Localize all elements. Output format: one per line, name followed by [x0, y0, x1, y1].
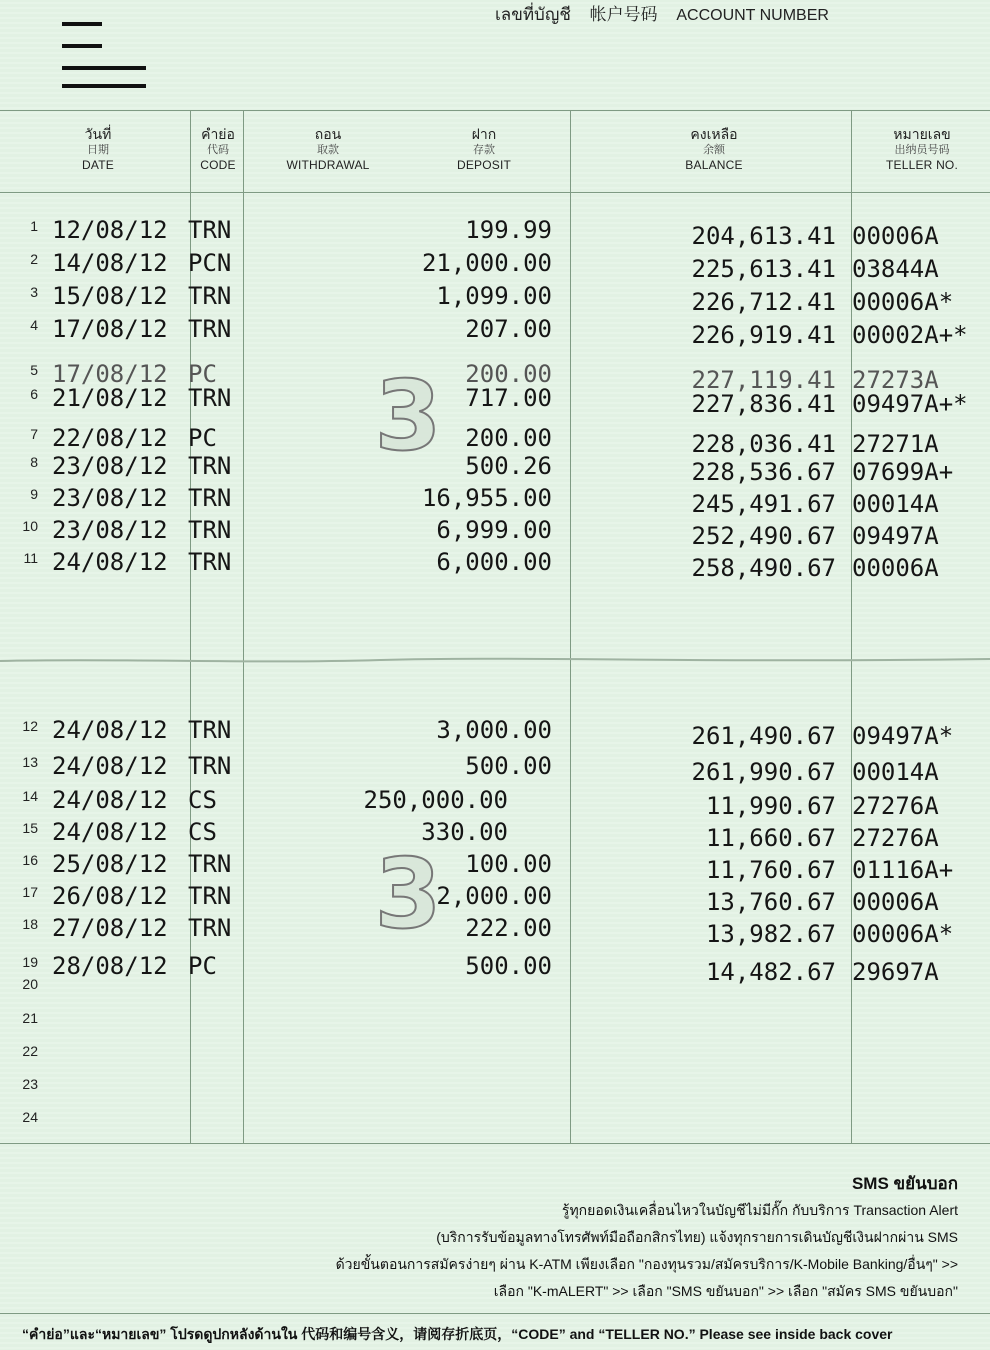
col-divider-withdrawal: [243, 110, 244, 1144]
deposit-cell: 200.00: [465, 424, 552, 452]
teller-cell: 00006A*: [852, 920, 954, 948]
sms-promo: [336, 1170, 958, 1305]
deposit-cell: 207.00: [465, 315, 552, 343]
row-number: 18: [22, 916, 38, 932]
date-cell: 23/08/12: [52, 452, 168, 480]
deposit-cell: 200.00: [465, 360, 552, 388]
balance-cell: 13,982.67: [705, 920, 836, 948]
balance-cell: 261,990.67: [691, 758, 836, 786]
teller-cell: 09497A*: [852, 722, 954, 750]
balance-cell: 227,836.41: [691, 390, 836, 418]
code-cell: TRN: [188, 516, 232, 544]
withdrawal-cell: 250,000.00: [363, 786, 508, 814]
account-number-header: [495, 0, 843, 28]
teller-cell: 00006A: [852, 888, 939, 916]
balance-cell: 228,536.67: [691, 458, 836, 486]
sms-promo-title: SMS ขยันบอก: [851, 1174, 958, 1193]
deposit-cell: 6,999.00: [436, 516, 552, 544]
date-cell: 14/08/12: [52, 249, 168, 277]
teller-cell: 27271A: [852, 430, 939, 458]
row-number: 12: [22, 718, 38, 734]
page-fold: [0, 655, 990, 667]
menu-icon[interactable]: [62, 22, 148, 92]
date-cell: 21/08/12: [52, 384, 168, 412]
code-cell: TRN: [188, 914, 232, 942]
row-number: 4: [30, 317, 38, 333]
sms-promo-line: ด้วยขั้นตอนการสมัครง่ายๆ ผ่าน K-ATM เพียงเลือก "กองทุนรวม/สมัครบริการ/K-Mobile Banking/อื่นๆ" >>: [335, 1256, 958, 1272]
balance-cell: 225,613.41: [691, 255, 836, 283]
teller-cell: 00006A*: [852, 288, 954, 316]
code-cell: TRN: [188, 282, 232, 310]
row-number: 1: [30, 218, 38, 234]
code-cell: PC: [188, 952, 217, 980]
balance-cell: 227,119.41: [691, 366, 836, 394]
deposit-cell: 500.00: [465, 952, 552, 980]
code-cell: PC: [188, 360, 217, 388]
balance-cell: 261,490.67: [691, 722, 836, 750]
teller-cell: 00006A: [852, 554, 939, 582]
deposit-cell: 6,000.00: [436, 548, 552, 576]
row-number: 11: [23, 550, 38, 566]
col-divider-balance: [570, 110, 571, 1144]
sms-promo-line: รู้ทุกยอดเงินเคลื่อนไหวในบัญชีไม่มีกั๊ก กับบริการ Transaction Alert: [561, 1202, 958, 1218]
row-number: 17: [22, 884, 38, 900]
code-cell: TRN: [188, 216, 232, 244]
date-cell: 12/08/12: [52, 216, 168, 244]
balance-cell: 258,490.67: [691, 554, 836, 582]
date-cell: 28/08/12: [52, 952, 168, 980]
row-number: 20: [22, 976, 38, 992]
teller-cell: 01116A+: [852, 856, 954, 884]
code-cell: TRN: [188, 484, 232, 512]
footer-note-text: “คำย่อ”และ“หมายเลข” โปรดดูปกหลังด้านใน 代码和编号含义，请阅存折底页，“CODE” and “TELLER NO.” Please see inside back cover: [22, 1326, 893, 1342]
teller-cell: 29697A: [852, 958, 939, 986]
deposit-cell: 1,099.00: [436, 282, 552, 310]
teller-cell: 00014A: [852, 758, 939, 786]
date-cell: 15/08/12: [52, 282, 168, 310]
row-number: 15: [22, 820, 38, 836]
table-top-border: [0, 110, 990, 111]
withdrawal-cell: 330.00: [421, 818, 508, 846]
deposit-cell: 3,000.00: [436, 716, 552, 744]
date-cell: 23/08/12: [52, 484, 168, 512]
row-number: 14: [22, 788, 38, 804]
row-number: 9: [30, 486, 38, 502]
teller-cell: 03844A: [852, 255, 939, 283]
teller-cell: 00014A: [852, 490, 939, 518]
account-label-th: เลขที่บัญชี: [495, 5, 571, 24]
row-number: 7: [30, 426, 38, 442]
teller-cell: 09497A+*: [852, 390, 968, 418]
sms-promo-line: เลือก "K-mALERT" >> เลือก "SMS ขยันบอก" >> เลือก "สมัคร SMS ขยันบอก": [493, 1283, 958, 1299]
row-number: 22: [22, 1043, 38, 1059]
row-number: 16: [22, 852, 38, 868]
column-header-withdrawal: ถอน 取款 WITHDRAWAL: [286, 126, 370, 172]
teller-cell: 27276A: [852, 824, 939, 852]
row-number: 21: [22, 1010, 38, 1026]
teller-cell: 27276A: [852, 792, 939, 820]
date-cell: 24/08/12: [52, 752, 168, 780]
date-cell: 24/08/12: [52, 716, 168, 744]
row-number: 23: [22, 1076, 38, 1092]
balance-cell: 252,490.67: [691, 522, 836, 550]
code-cell: PCN: [188, 249, 232, 277]
footer-note: [0, 1313, 990, 1350]
balance-cell: 11,760.67: [705, 856, 836, 884]
page-number-stamp: 3: [374, 838, 442, 950]
deposit-cell: 21,000.00: [421, 249, 552, 277]
row-number: 5: [30, 362, 38, 378]
balance-cell: 14,482.67: [705, 958, 836, 986]
row-number: 8: [30, 454, 38, 470]
column-header-code: คำย่อ 代码 CODE: [200, 126, 236, 172]
balance-cell: 245,491.67: [691, 490, 836, 518]
row-number: 13: [22, 754, 38, 770]
column-header-deposit: ฝาก 存款 DEPOSIT: [456, 126, 512, 172]
row-number: 10: [22, 518, 38, 534]
deposit-cell: 2,000.00: [436, 882, 552, 910]
deposit-cell: 717.00: [465, 384, 552, 412]
account-label-en: ACCOUNT NUMBER: [676, 7, 829, 24]
sms-promo-line: (บริการรับข้อมูลทางโทรศัพท์มือถือกสิกรไทย) แจ้งทุกรายการเดินบัญชีเงินฝากผ่าน SMS: [436, 1229, 958, 1245]
balance-cell: 11,660.67: [705, 824, 836, 852]
teller-cell: 27273A: [852, 366, 939, 394]
balance-cell: 204,613.41: [691, 222, 836, 250]
code-cell: TRN: [188, 315, 232, 343]
code-cell: PC: [188, 424, 217, 452]
teller-cell: 09497A: [852, 522, 939, 550]
code-cell: TRN: [188, 850, 232, 878]
deposit-cell: 500.00: [465, 752, 552, 780]
date-cell: 25/08/12: [52, 850, 168, 878]
date-cell: 24/08/12: [52, 786, 168, 814]
balance-cell: 13,760.67: [705, 888, 836, 916]
row-number: 6: [30, 386, 38, 402]
row-number: 2: [30, 251, 38, 267]
date-cell: 24/08/12: [52, 548, 168, 576]
deposit-cell: 222.00: [465, 914, 552, 942]
code-cell: CS: [188, 818, 217, 846]
teller-cell: 00002A+*: [852, 321, 968, 349]
teller-cell: 07699A+: [852, 458, 954, 486]
row-number: 19: [22, 954, 38, 970]
header-bottom-border: [0, 192, 990, 193]
balance-cell: 226,712.41: [691, 288, 836, 316]
code-cell: TRN: [188, 716, 232, 744]
code-cell: TRN: [188, 384, 232, 412]
column-header-date: วันที่ 日期 DATE: [82, 126, 114, 172]
code-cell: TRN: [188, 452, 232, 480]
date-cell: 27/08/12: [52, 914, 168, 942]
code-cell: TRN: [188, 752, 232, 780]
date-cell: 23/08/12: [52, 516, 168, 544]
row-number: 3: [30, 284, 38, 300]
code-cell: TRN: [188, 548, 232, 576]
deposit-cell: 199.99: [465, 216, 552, 244]
balance-cell: 228,036.41: [691, 430, 836, 458]
row-number: 24: [22, 1109, 38, 1125]
column-header-teller: หมายเลข 出纳员号码 TELLER NO.: [885, 126, 959, 172]
teller-cell: 00006A: [852, 222, 939, 250]
balance-cell: 11,990.67: [705, 792, 836, 820]
code-cell: TRN: [188, 882, 232, 910]
date-cell: 26/08/12: [52, 882, 168, 910]
balance-cell: 226,919.41: [691, 321, 836, 349]
deposit-cell: 500.26: [465, 452, 552, 480]
table-bottom-border: [0, 1143, 990, 1144]
page-number-stamp: 3: [374, 360, 442, 472]
deposit-cell: 16,955.00: [421, 484, 552, 512]
code-cell: CS: [188, 786, 217, 814]
date-cell: 17/08/12: [52, 315, 168, 343]
date-cell: 24/08/12: [52, 818, 168, 846]
date-cell: 17/08/12: [52, 360, 168, 388]
deposit-cell: 100.00: [465, 850, 552, 878]
account-label-cn: 帐户号码: [589, 5, 658, 24]
date-cell: 22/08/12: [52, 424, 168, 452]
column-header-balance: คงเหลือ 余额 BALANCE: [685, 126, 743, 172]
